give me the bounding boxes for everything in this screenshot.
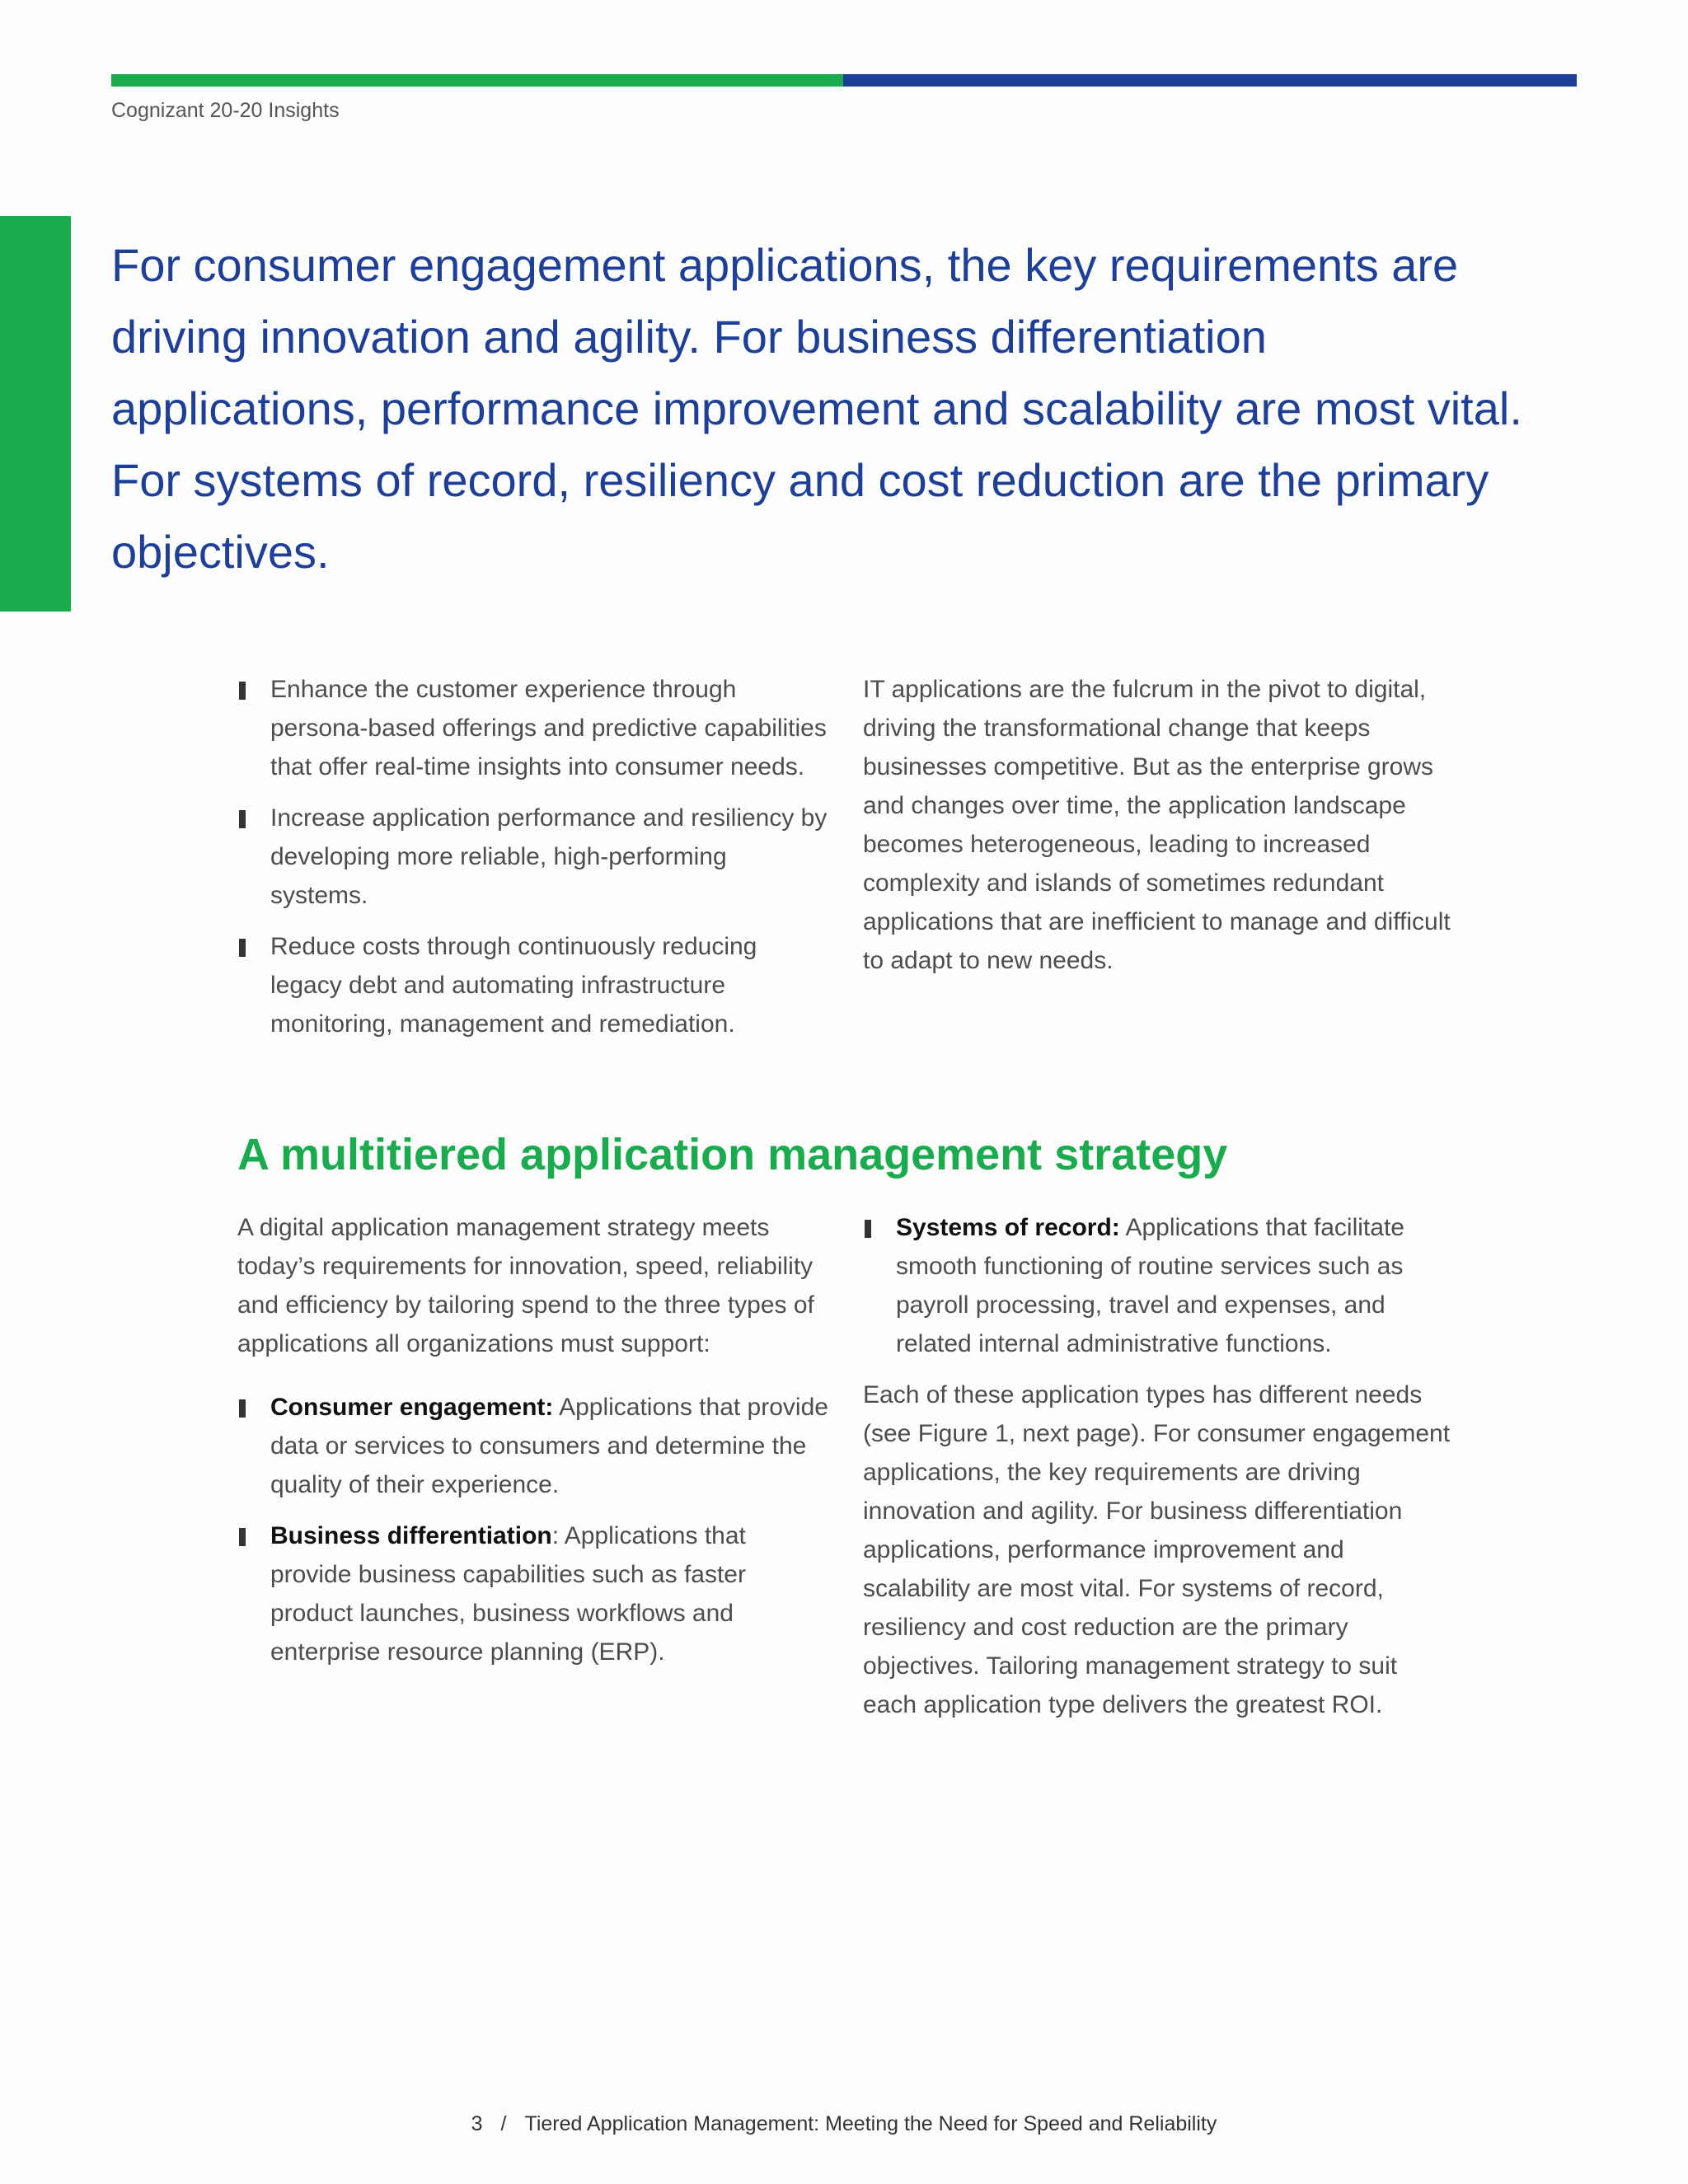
bullet-marker (239, 810, 246, 828)
top-color-bar (111, 74, 1577, 87)
bullet-marker (239, 1528, 246, 1546)
bullet-marker (865, 1220, 871, 1238)
list-item (237, 1388, 831, 1504)
list-item (863, 1208, 1456, 1363)
application-type-term: Consumer engagement: (270, 1394, 554, 1421)
application-type-list-continued (863, 1208, 1456, 1363)
page-number: 3 (471, 2112, 483, 2135)
section-intro-paragraph: A digital application management strategy meets today’s requirements for innovation, speed, reliability and efficiency by tailoring spend to the three types of applications all organizations must support: (237, 1214, 814, 1357)
application-type-term: Systems of record: (896, 1214, 1120, 1241)
bullet-marker (239, 1399, 246, 1418)
application-type-description: : Applications that provide business capabilities such as faster product launches, business workflows and enterprise resource planning (ERP). (270, 1522, 746, 1666)
top-bar-green-segment (111, 74, 843, 87)
bullet-text: Reduce costs through continuously reducing legacy debt and automating infrastructure monitoring, management and remediation. (270, 933, 757, 1038)
application-type-description: Applications that facilitate smooth functioning of routine services such as payroll processing, travel and expenses, and related internal administrative functions. (896, 1214, 1404, 1357)
bullet-marker (239, 939, 246, 957)
intro-paragraph: IT applications are the fulcrum in the pivot to digital, driving the transformational change that keeps businesses competitive. But as the enterprise grows and changes over time, the application landscape becomes heterogeneous, leading to increased complexity and islands of sometimes redundant applications that are inefficient to manage and difficult to adapt to new needs. (863, 676, 1451, 974)
footer-separator: / (500, 2112, 507, 2135)
list-item (237, 670, 831, 786)
top-bar-blue-segment (843, 74, 1577, 87)
bullet-text: Enhance the customer experience through persona-based offerings and predictive capabilities that offer real-time insights into consumer needs. (270, 676, 827, 780)
bullet-text: Increase application performance and resiliency by developing more reliable, high-performing systems. (270, 804, 828, 909)
pullquote: For consumer engagement applications, the key requirements are driving innovation and agility. For business differentiation applications, performance improvement and scalability are most vital. For systems of record, resiliency and cost reduction are the primary objectives. (111, 239, 1522, 578)
section-right-column (863, 1208, 1456, 1724)
section-summary-paragraph: Each of these application types has different needs (see Figure 1, next page). For consumer engagement applications, the key requirements are driving innovation and agility. For business differentiation applications, performance improvement and scalability are most vital. For systems of record, resiliency and cost reduction are the primary objectives. Tailoring management strategy to suit each application type delivers the greatest ROI. (863, 1381, 1451, 1718)
document-title: Tiered Application Management: Meeting the Need for Speed and Reliability (524, 2112, 1217, 2135)
application-type-description: Applications that provide data or services to consumers and determine the quality of their experience. (270, 1394, 828, 1498)
list-item (237, 927, 831, 1043)
intro-bullet-column (237, 670, 831, 1056)
application-type-term: Business differentiation (270, 1522, 552, 1549)
page-footer (0, 2112, 1688, 2136)
list-item (237, 1516, 831, 1671)
section-heading: A multitiered application management strategy (237, 1130, 1228, 1179)
pullquote-accent-bar (0, 216, 71, 612)
intro-paragraph-column (863, 670, 1456, 980)
list-item (237, 799, 831, 915)
publication-label: Cognizant 20-20 Insights (111, 99, 340, 122)
section-left-column (237, 1208, 831, 1684)
bullet-marker (239, 682, 246, 700)
intro-bullet-list (237, 670, 831, 1043)
application-type-list (237, 1388, 831, 1671)
